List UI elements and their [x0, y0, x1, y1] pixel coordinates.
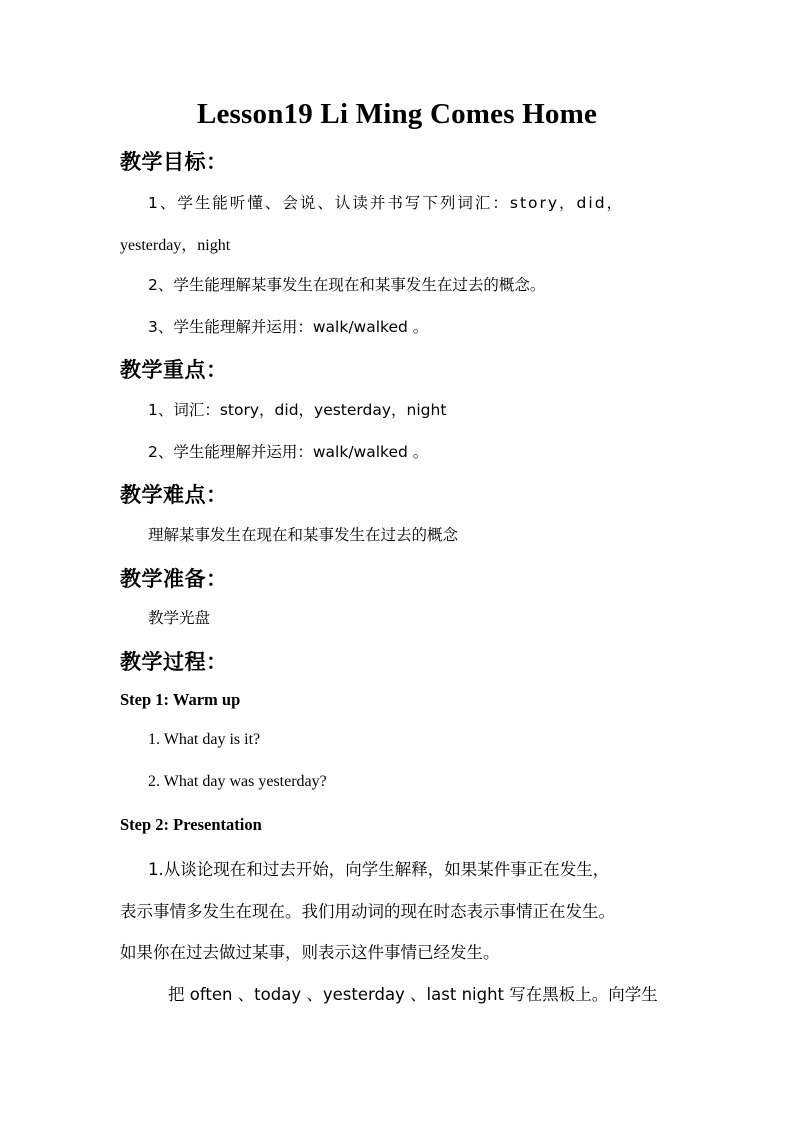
objectives-heading: 教学目标： — [120, 150, 228, 174]
key-points-heading: 教学重点： — [120, 358, 228, 382]
preparation-text: 教学光盘 — [148, 609, 211, 627]
objective-item-2: 2、学生能理解某事发生在现在和某事发生在过去的概念。 — [148, 276, 546, 294]
objective-item-1a: 1、学生能听懂、会说、认读并书写下列词汇：story，did， — [148, 194, 625, 212]
difficulties-heading: 教学难点： — [120, 483, 228, 507]
step1-question-2: 2. What day was yesterday? — [148, 773, 327, 790]
key-point-item-1: 1、词汇：story，did，yesterday，night — [148, 401, 447, 419]
preparation-heading: 教学准备： — [120, 567, 228, 591]
page-title: Lesson19 Li Ming Comes Home — [196, 98, 598, 130]
step1-question-1: 1. What day is it? — [148, 731, 261, 748]
step2-title: Step 2: Presentation — [120, 815, 262, 834]
step2-paragraph-1b: 表示事情多发生在现在。我们用动词的现在时态表示事情正在发生。 — [120, 902, 615, 921]
difficulties-text: 理解某事发生在现在和某事发生在过去的概念 — [148, 526, 459, 544]
objective-item-3: 3、学生能理解并运用：walk/walked 。 — [148, 318, 429, 336]
step2-paragraph-1a: 1.从谈论现在和过去开始，向学生解释，如果某件事正在发生， — [148, 860, 610, 879]
key-point-item-2: 2、学生能理解并运用：walk/walked 。 — [148, 443, 429, 461]
process-heading: 教学过程： — [120, 650, 228, 674]
objective-item-1b: yesterday，night — [120, 237, 231, 254]
step1-title: Step 1: Warm up — [120, 690, 241, 709]
step2-paragraph-2: 把 often 、today 、yesterday 、last night 写在黑板上。向学生 — [168, 985, 658, 1004]
step2-paragraph-1c: 如果你在过去做过某事，则表示这件事情已经发生。 — [120, 943, 500, 962]
